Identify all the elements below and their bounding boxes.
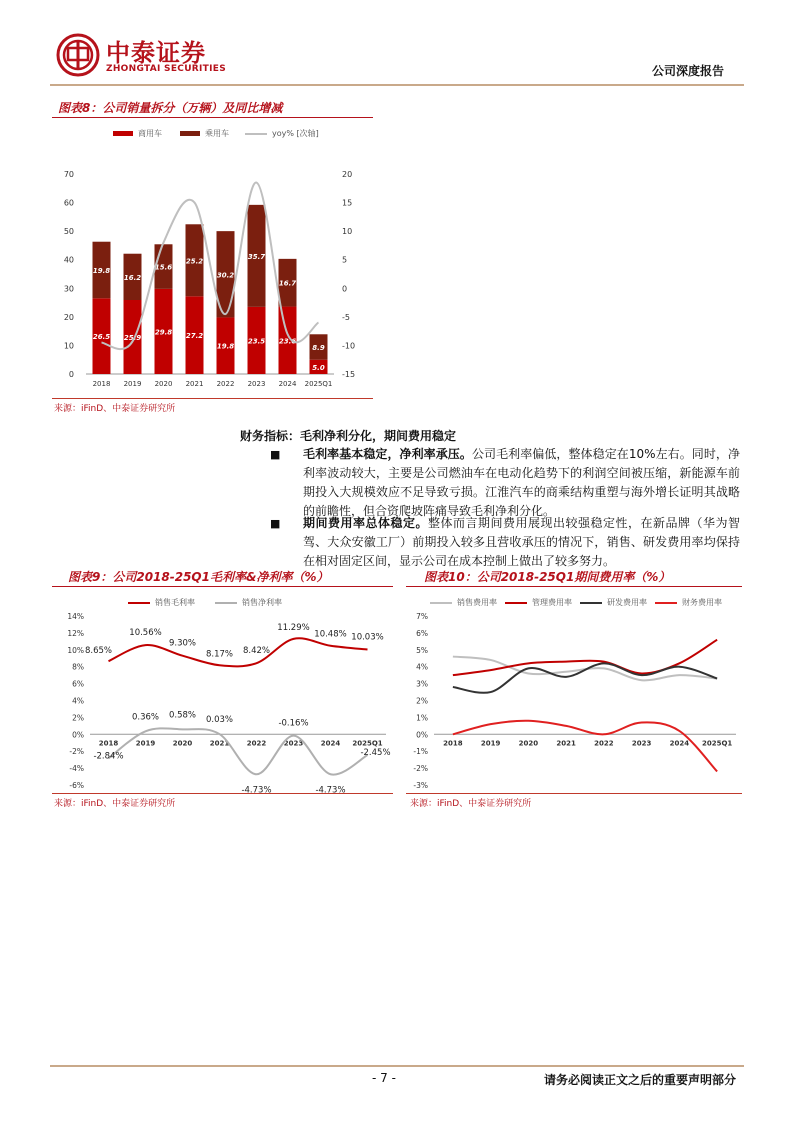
fig8-label-commercial: 25.9	[123, 334, 142, 342]
fig9-data-label: -2.45%	[360, 748, 391, 759]
disclaimer: 请务必阅读正文之后的重要声明部分	[543, 1073, 736, 1087]
fig9-data-label: 0.58%	[168, 710, 197, 721]
fig8-y-tick-label: 70	[63, 170, 74, 179]
company-logo	[56, 33, 256, 79]
fig8-y-tick-label: 10	[63, 341, 74, 351]
fig8-label-passenger: 15.6	[154, 263, 173, 272]
logo-en: ZHONGTAI SECURITIES	[106, 64, 226, 74]
fig8-chart	[52, 160, 372, 390]
header-divider	[50, 84, 744, 86]
fig8-x-tick-label: 2018	[92, 380, 111, 388]
fig8-x-tick-label: 2022	[216, 380, 235, 388]
fig9-y-tick-label: 6%	[72, 679, 84, 689]
fig9-x-tick-label: 2021	[209, 739, 230, 748]
fig9-data-label: 10.03%	[351, 632, 384, 643]
bullet-expense-ratio-text: 期间费用率总体稳定。整体而言期间费用展现出较强稳定性，在新品牌（华为智驾、大众安徽工厂）前期投入较多且营收承压的情况下，销售、研发费用率均保持在相对固定区间，显示公司在成本控制上做出了较多努力。	[303, 516, 740, 568]
fig10-x-tick-label: 2020	[518, 739, 539, 748]
fig10-y-tick-label: 0%	[416, 730, 428, 740]
fig8-y-tick-label: 20	[63, 312, 74, 322]
fig8-label-commercial: 5.0	[312, 363, 325, 372]
fig10-line-series-2	[453, 663, 717, 692]
fig9-bottom-line	[52, 793, 393, 794]
fig10-x-tick-label: 2022	[594, 739, 614, 748]
fig8-label-commercial: 26.5	[92, 333, 111, 342]
fig10-x-tick-label: 2018	[443, 739, 463, 748]
fig9-x-tick-label: 2023	[283, 739, 304, 748]
fig9-y-tick-label: 10%	[67, 645, 84, 655]
fig9-source: 来源：iFinD、中泰证券研究所	[54, 799, 176, 809]
fig9-x-tick-label: 2025Q1	[352, 739, 383, 748]
square-bullet-icon: ■	[270, 448, 281, 461]
fig9-data-label: -0.16%	[278, 718, 309, 729]
fig9-y-tick-label: 0%	[72, 730, 84, 740]
fig10-y-tick-label: 5%	[416, 645, 428, 655]
fig9-y-tick-label: 2%	[72, 713, 84, 723]
fig10-legend-rnd: 研发费用率	[580, 597, 647, 608]
fig10-chart	[406, 608, 742, 793]
fig10-x-tick-label: 2025Q1	[701, 739, 733, 748]
fig10-y-tick-label: 1%	[416, 713, 428, 723]
fig8-bottom-line	[52, 398, 373, 399]
fig10-x-tick-label: 2021	[556, 739, 576, 748]
bullet-gross-margin-text: 毛利率基本稳定，净利率承压。公司毛利率偏低，整体稳定在10%左右。同时，净利率波动较大，主要是公司燃油车在电动化趋势下的利润空间被压缩，新能源车前期投入大规模效应不足导致亏损。江淮汽车的商乘结构重塑与海外增长证明其战略的前瞻性，但合资爬坡阵痛导致毛利净利分化。	[303, 447, 740, 518]
fig9-data-label: 9.30%	[168, 638, 197, 649]
fig8-x-tick-label: 2019	[123, 380, 142, 388]
fig9-data-label: -4.73%	[241, 785, 272, 793]
fig9-y-tick-label: 4%	[72, 696, 84, 706]
fig10-y-tick-label: 2%	[416, 696, 428, 706]
fig10-y-tick-label: 6%	[416, 628, 428, 638]
fig8-source: 来源：iFinD、中泰证券研究所	[54, 404, 176, 414]
logo-mark-icon	[56, 33, 100, 77]
fig10-legend-sales: 销售费用率	[430, 597, 497, 608]
fig8-label-passenger: 16.2	[123, 273, 142, 282]
fig8-legend-passenger: 乘用车	[180, 128, 229, 139]
logo-cn: 中泰证券	[106, 39, 206, 67]
fig8-y-tick-label: 50	[63, 227, 74, 237]
fig10-legend-fin: 财务费用率	[655, 597, 722, 608]
fig10-y-tick-label: 4%	[416, 662, 428, 672]
fig9-x-tick-label: 2019	[135, 739, 156, 748]
fig9-data-label: 10.48%	[314, 629, 347, 640]
fig10-y-tick-label: 7%	[416, 612, 428, 621]
fig9-y-tick-label: 12%	[67, 628, 84, 638]
fig8-y-tick-label: 40	[63, 255, 74, 265]
fig9-y-tick-label: 14%	[67, 612, 84, 621]
fig8-y2-tick-label: 15	[342, 198, 353, 208]
fig9-data-label: -2.84%	[93, 751, 124, 762]
fig9-data-label: 11.29%	[277, 622, 310, 633]
fig9-data-label: 8.42%	[242, 646, 271, 657]
fig10-x-tick-label: 2019	[480, 739, 501, 748]
fig9-data-label: 8.65%	[84, 646, 113, 657]
fig10-y-tick-label: 3%	[416, 679, 428, 689]
fig8-y2-tick-label: -15	[342, 370, 356, 379]
fig9-data-label: 8.17%	[205, 649, 234, 660]
fig8-y-tick-label: 0	[68, 370, 74, 379]
fig8-label-commercial: 23.6	[278, 337, 297, 346]
fig10-y-tick-label: -3%	[413, 781, 428, 790]
fig9-title-underline	[52, 586, 393, 587]
fig9-data-label: 10.56%	[129, 628, 162, 639]
fig10-source: 来源：iFinD、中泰证券研究所	[410, 799, 532, 809]
fig8-x-tick-label: 2023	[247, 380, 266, 388]
page-number: - 7 -	[372, 1071, 396, 1085]
fig9-line-series-1	[109, 728, 368, 774]
fig8-x-tick-label: 2020	[154, 380, 173, 388]
fig9-x-tick-label: 2020	[172, 739, 193, 748]
fig9-line-series-0	[109, 638, 368, 666]
fig8-legend-commercial: 商用车	[113, 128, 162, 139]
fig8-legend-yoy: yoy% [次轴]	[245, 128, 319, 139]
fig8-title-underline	[52, 117, 373, 118]
square-bullet-icon: ■	[270, 517, 281, 530]
fig9-legend-net: 销售净利率	[215, 597, 282, 608]
fig8-label-commercial: 29.8	[154, 328, 173, 337]
fig9-data-label: -4.73%	[315, 785, 346, 793]
fig8-y-tick-label: 60	[63, 198, 74, 208]
fig9-legend-gross: 销售毛利率	[128, 597, 195, 608]
bullet-expense-ratio	[270, 514, 740, 571]
fig8-label-commercial: 27.2	[185, 332, 204, 341]
fig10-legend-admin: 管理费用率	[505, 597, 572, 608]
fig9-data-label: 0.03%	[205, 715, 234, 726]
fig8-title: 图表8：公司销量拆分（万辆）及同比增减	[58, 101, 283, 115]
fig8-label-passenger: 16.7	[278, 279, 297, 288]
fig8-y2-tick-label: -10	[342, 341, 356, 351]
bullet-gross-margin	[270, 445, 740, 521]
fig9-y-tick-label: 8%	[72, 662, 84, 672]
fig10-bottom-line	[406, 793, 742, 794]
fig10-title: 图表10：公司2018-25Q1期间费用率（%）	[424, 570, 671, 584]
fig8-label-passenger: 25.2	[185, 257, 204, 266]
report-type: 公司深度报告	[651, 64, 724, 78]
fig9-title: 图表9：公司2018-25Q1毛利率&净利率（%）	[68, 570, 329, 584]
fig10-title-underline	[406, 586, 742, 587]
footer-divider	[50, 1065, 744, 1067]
fig9-x-tick-label: 2024	[320, 739, 341, 748]
fig10-y-tick-label: -1%	[413, 747, 428, 757]
fig10-x-tick-label: 2023	[631, 739, 652, 748]
fig9-x-tick-label: 2018	[98, 739, 119, 748]
fig8-y-tick-label: 30	[63, 284, 74, 294]
fig9-y-tick-label: -6%	[69, 781, 84, 790]
fig8-label-passenger: 35.7	[247, 252, 266, 261]
fig8-label-passenger: 19.8	[92, 267, 111, 275]
fig8-x-tick-label: 2021	[185, 380, 204, 388]
fig10-y-tick-label: -2%	[413, 764, 428, 774]
fig8-y2-tick-label: 5	[342, 255, 348, 265]
fig9-y-tick-label: -4%	[69, 764, 84, 774]
fig8-x-tick-label: 2024	[278, 380, 297, 388]
fig9-data-label: 0.36%	[131, 712, 160, 723]
fig8-y2-tick-label: 10	[342, 227, 353, 237]
fig8-label-passenger: 8.9	[312, 344, 325, 352]
fig9-x-tick-label: 2022	[246, 739, 267, 748]
fig8-label-commercial: 19.8	[216, 342, 235, 351]
fig9-chart	[52, 608, 393, 793]
fig8-label-commercial: 23.5	[247, 337, 266, 346]
fig8-x-tick-label: 2025Q1	[304, 380, 333, 388]
fig8-label-passenger: 30.2	[216, 271, 235, 280]
fig8-y2-tick-label: 20	[342, 170, 353, 179]
fig8-y2-tick-label: -5	[342, 312, 350, 322]
section-heading: 财务指标：毛利净利分化，期间费用稳定	[240, 429, 457, 443]
fig10-x-tick-label: 2024	[669, 739, 690, 748]
fig9-y-tick-label: -2%	[69, 747, 84, 757]
fig8-y2-tick-label: 0	[342, 284, 348, 294]
